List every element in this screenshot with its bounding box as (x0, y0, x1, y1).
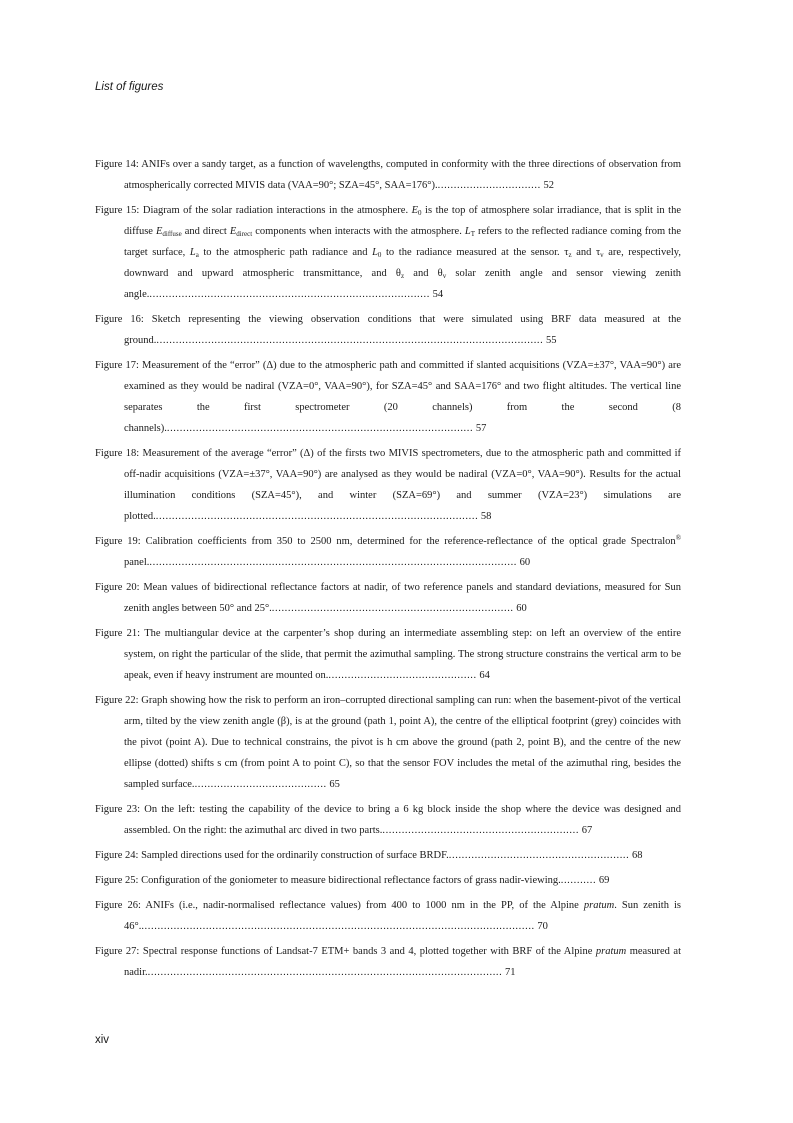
subscript: v (442, 272, 447, 280)
symbol: L (189, 247, 196, 258)
entry-text: ANIFs over a sandy target, as a function of wavelengths, computed in conformity with the three directions of observation from atmospherically corrected MIVIS data (VAA=90°; SZA=45°, SAA=176°). (124, 159, 681, 191)
subscript: v (600, 251, 604, 259)
running-head: List of figures (95, 81, 164, 93)
entry-page: 52 (543, 180, 554, 191)
subscript: a (195, 251, 199, 259)
subscript: 0 (377, 251, 382, 259)
entry-page: 68 (632, 850, 643, 861)
entry-text: panel. (124, 557, 150, 568)
entry-label: Figure 14: (95, 159, 139, 170)
entry-label: Figure 20: (95, 582, 140, 593)
leader-dots: .............................................. (328, 670, 477, 681)
symbol: E (155, 226, 163, 237)
figure-entry-20[interactable] (95, 577, 681, 619)
entry-text: Configuration of the goniometer to measure bidirectional reflectance factors of grass nadir-viewing. (141, 875, 561, 886)
leader-dots: ......................................... (194, 779, 327, 790)
entry-label: Figure 23: (95, 804, 141, 815)
symbol: E (411, 205, 419, 216)
entry-label: Figure 15: (95, 205, 140, 216)
leader-dots: .............................................................................................................. (147, 967, 503, 978)
leader-dots: ................................ (437, 180, 541, 191)
entry-page: 60 (516, 603, 527, 614)
entry-label: Figure 18: (95, 448, 140, 459)
leader-dots: .................................................................................................................. (149, 557, 518, 568)
figure-entry-19[interactable] (95, 531, 681, 573)
entry-text: are, respectively, downward and upward atmospheric transmittance, and θ (124, 247, 681, 279)
figure-entry-21[interactable] (95, 623, 681, 686)
entry-text: Spectral response functions of Landsat-7 ETM+ bands 3 and 4, plotted together with BRF of the Alpine (142, 946, 596, 957)
entry-text: is the top of atmosphere solar irradiance, that is split in the diffuse (124, 205, 681, 237)
entry-label: Figure 21: (95, 628, 141, 639)
figure-entry-18[interactable] (95, 443, 681, 527)
entry-page: 69 (598, 875, 610, 886)
entry-label: Figure 22: (95, 695, 139, 706)
entry-label: Figure 17: (95, 360, 139, 371)
entry-page: 60 (519, 557, 531, 568)
leader-dots: ........................................................ (448, 850, 630, 861)
leader-dots: .......................................................................................................................... (141, 921, 535, 932)
entry-text: and τ (571, 247, 601, 258)
entry-text: On the left: testing the capability of the device to bring a 6 kg block inside the shop where the device was designed and assembled. On the right: the azimuthal arc dived in two parts. (124, 804, 681, 836)
figure-entry-22[interactable] (95, 690, 681, 795)
leader-dots: ............................................................. (382, 825, 580, 836)
subscript: T (470, 230, 475, 238)
leader-dots: ........... (560, 875, 597, 886)
entry-label: Figure 24: (95, 850, 139, 861)
entry-text: Calibration coefficients from 350 to 2500 nm, determined for the reference-reflectance of the optical grade Spectralon (145, 536, 676, 547)
entry-text: and θ (404, 268, 443, 279)
leader-dots: ............................................................................................... (166, 423, 474, 434)
entry-page: 65 (329, 779, 340, 790)
leader-dots: ....................................................................................... (149, 289, 430, 300)
entry-text: Measurement of the average “error” (Δ) of the firsts two MIVIS spectrometers, due to the atmospheric path and committed if off-nadir acquisitions (VZA=±37°, VAA=90°) are analysed as they would be nadiral (VZA=0°, VAA=90°). Results for the actual illumination conditions (SZA=45°), and winter (SZA=69°) and summer (VZA=23°) simulations are plotted. (124, 448, 681, 522)
leader-dots: ........................................................................................................................ (156, 335, 544, 346)
entry-page: 58 (480, 511, 492, 522)
entry-page: 67 (581, 825, 593, 836)
symbol: L (464, 226, 471, 237)
page-number: xiv (95, 1034, 110, 1046)
entry-text: Measurement of the “error” (Δ) due to the atmospheric path and committed if slanted acquisitions (VZA=±37°, VAA=90°) are examined as they would be nadiral (VZA=0°, VAA=90°), for SZA=45° and SAA=176° and two flight altitudes. The vertical line separates the first spectrometer (20 channels) from the second (8 channels). (124, 360, 682, 434)
figure-entry-25[interactable] (95, 870, 681, 891)
symbol: E (229, 226, 237, 237)
list-of-figures (95, 154, 681, 987)
entry-label: Figure 19: (95, 536, 141, 547)
entry-label: Figure 27: (95, 946, 140, 957)
figure-entry-17[interactable] (95, 355, 681, 439)
figure-entry-24[interactable] (95, 845, 681, 866)
leader-dots: ........................................................................... (271, 603, 514, 614)
entry-text: to the radiance measured at the sensor. τ (381, 247, 569, 258)
symbol: L (372, 247, 378, 258)
subscript: z (400, 272, 405, 280)
entry-text: solar zenith angle and sensor viewing zenith angle. (124, 268, 681, 300)
entry-text: Diagram of the solar radiation interactions in the atmosphere. (142, 205, 412, 216)
leader-dots: .................................................................................................... (155, 511, 479, 522)
entry-text: . Sun zenith is 46°. (124, 900, 681, 932)
entry-text: ANIFs (i.e., nadir-normalised reflectance values) from 400 to 1000 nm in the PP, of the Alpine (145, 900, 584, 911)
entry-text: to the atmospheric path radiance and (198, 247, 373, 258)
registered-mark: ® (675, 534, 682, 542)
entry-text: Sketch representing the viewing observation conditions that were simulated using BRF data measured at the ground. (124, 314, 682, 346)
figure-entry-23[interactable] (95, 799, 681, 841)
entry-text: refers to the reflected radiance coming from the target surface, (124, 226, 681, 258)
entry-text-italic: pratum (583, 900, 615, 911)
entry-label: Figure 25: (95, 875, 139, 886)
entry-page: 70 (537, 921, 548, 932)
entry-text-italic: pratum (595, 946, 627, 957)
entry-text: and direct (181, 226, 230, 237)
figure-entry-16[interactable] (95, 309, 681, 351)
entry-text: Mean values of bidirectional reflectance factors at nadir, of two reference panels and standard deviations, measured for Sun zenith angles between 50° and 25°. (124, 582, 681, 614)
subscript: direct (236, 230, 253, 238)
subscript: z (568, 251, 572, 259)
entry-text: The multiangular device at the carpenter’s shop during an intermediate assembling step: on left an overview of the entire system, on right the particular of the slide, that permit the azimuthal sampling. The strong structure constrains the vertical arm to be apeak, even if heavy instrument are mounted on. (124, 628, 681, 681)
figure-entry-27[interactable] (95, 941, 681, 983)
entry-page: 71 (505, 967, 516, 978)
figure-entry-14[interactable] (95, 154, 681, 196)
entry-text: components when interacts with the atmosphere. (252, 226, 465, 237)
entry-text: Graph showing how the risk to perform an iron–corrupted directional sampling can run: when the basement-pivot of the vertical arm, tilted by the view zenith angle (β), is at the ground (path 1, point A), the centre of the elliptical footprint (grey) coincides with the pivot (point A). Due to technical constrains, the pivot is h cm above the ground (path 2, point B), and the centre of the new ellipse (dotted) shifts s cm (from point A to point C), so that the sensor FOV includes the metal of the azimuthal ring, besides the sampled surface. (124, 695, 682, 790)
figure-entry-15[interactable] (95, 200, 681, 305)
subscript: 0 (418, 209, 422, 217)
entry-label: Figure 16: (95, 314, 144, 325)
entry-label: Figure 26: (95, 900, 141, 911)
entry-text: measured at nadir. (124, 946, 682, 978)
entry-page: 55 (546, 335, 557, 346)
entry-page: 57 (475, 423, 487, 434)
entry-page: 64 (479, 670, 490, 681)
figure-entry-26[interactable] (95, 895, 681, 937)
entry-text: Sampled directions used for the ordinarily construction of surface BRDF. (141, 850, 449, 861)
entry-page: 54 (432, 289, 444, 300)
subscript: diffuse (162, 230, 182, 238)
